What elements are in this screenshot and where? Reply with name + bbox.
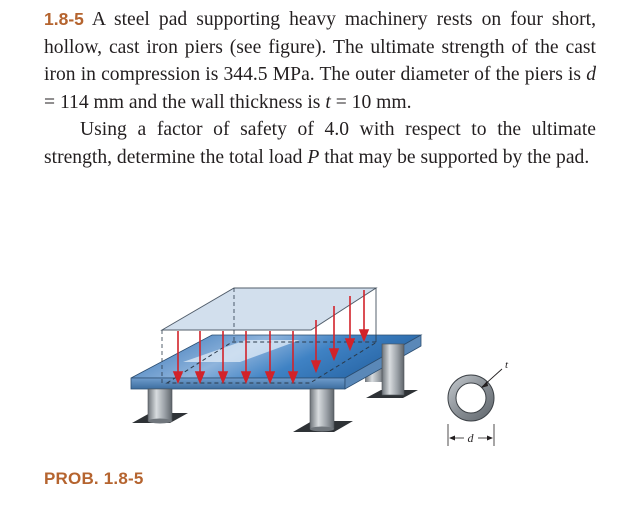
pier-front-left: [132, 389, 188, 424]
figure-caption: PROB. 1.8-5: [44, 469, 144, 488]
variable-t: t: [325, 91, 331, 113]
problem-text-2b: that may be supported by the pad.: [319, 146, 590, 168]
problem-text-2a: Using a factor of safety of 4.0 with respect to the ultimate strength, determine the total load: [44, 119, 596, 168]
problem-text-1b: = 114 mm and the wall thickness is: [44, 91, 326, 113]
problem-number: 1.8-5: [44, 9, 84, 29]
pier-front-right: [293, 389, 353, 432]
diameter-label-d: d: [467, 431, 474, 445]
problem-text-1c: = 10 mm.: [330, 91, 412, 113]
problem-text-1a: A steel pad supporting heavy machinery rests on four short, hollow, cast iron piers (see figure). The ultimate strength of the cast iron in compression is 344.5 MPa. The outer diameter of the piers is: [44, 9, 596, 85]
variable-P: P: [307, 146, 320, 168]
pier-cross-section: [448, 359, 509, 446]
thickness-label-t: t: [505, 359, 509, 371]
variable-d: d: [586, 64, 596, 85]
